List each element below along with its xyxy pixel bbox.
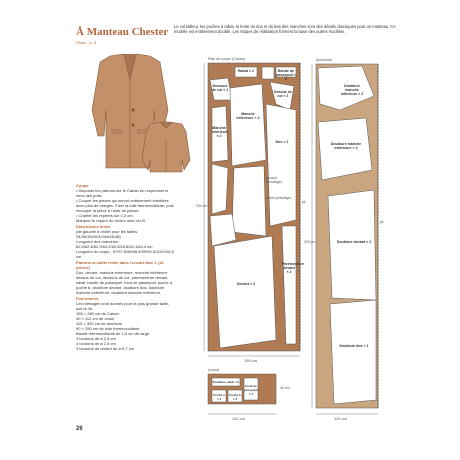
- label-dbl-manche-int: Doublure manche intérieure × 2: [340, 84, 364, 96]
- label-parementure: Parementure devant × 2: [282, 262, 304, 274]
- label-doublure-rabat: Doublure rabat × 2: [212, 380, 240, 384]
- caban-fold-label: pli: [302, 200, 306, 204]
- patrons-text: Dos, devant, manche extérieure, manche intérieure, dessus de col, dessous de col, parementure devant, rabat, bande de passepoil, fond de passepoil, poche a, poche b, doublure devant, doublure dos, doublure manche extérieure, doublure manche intérieure: [76, 270, 174, 295]
- caban-layout: [208, 63, 304, 351]
- coton-height-label: 40 cm: [280, 386, 290, 390]
- label-dbl-dos: Doublure dos × 1: [339, 344, 369, 348]
- dimensions-title: Dimensions finies: [76, 224, 111, 229]
- label-poche-b: Poche b × 2: [229, 393, 241, 401]
- fournitures-item: 3 boutons de ø 2,5 cm: [76, 336, 116, 341]
- piece-bande-passepoil-1: [262, 67, 274, 79]
- coton-width-label: 112 cm: [232, 416, 245, 421]
- fournitures-intro: Les métrages sont donnés pour la plus grande taille, soit la 48.: [76, 301, 169, 311]
- coat-back-illustration: [142, 122, 190, 172]
- caban-header: Plan de coupe (Caban): [208, 57, 245, 61]
- caban-height-label: 260 cm: [196, 204, 208, 208]
- fournitures-item: Bande thermocollante de 1,5 cm de large: [76, 331, 150, 336]
- label-entoilage-gauche: gauche (entoilage): [266, 176, 283, 184]
- patrons-title: Patrons en taille réelle dans l'encart face 1 (16 pièces): [76, 260, 164, 270]
- label-entoilage-droite: droite (entoilage): [266, 196, 292, 200]
- label-devant: Devant × 2: [236, 282, 256, 286]
- label-manche-exterieure: Manche extérieure × 2: [236, 112, 260, 120]
- fournitures-item: 90 × 250 cm de toile thermocollante: [76, 326, 140, 331]
- doublure-height-label: 320 cm: [304, 240, 316, 244]
- label-dos: Dos × 2: [275, 140, 289, 144]
- dimensions-corps: Longueur du corps : 97/97,5/98/98,5/99/99,5/100/100,5 cm: [76, 249, 174, 259]
- piece-dos: [266, 104, 296, 226]
- label-dbl-devant: Doublure devant × 2: [336, 240, 372, 244]
- label-dessous-col: Dessous de col × 1: [211, 84, 229, 92]
- label-dbl-manche-ext: Doublure manche extérieure × 2: [330, 142, 362, 150]
- page-title: Å Manteau Chester: [76, 26, 169, 38]
- piece-entoilage-gauche: [232, 166, 266, 236]
- page-subtitle: Plans - p. 8: [76, 40, 97, 45]
- piece-manche-interieure-2: [212, 164, 228, 214]
- doublure-width-label: 110 cm: [334, 416, 347, 421]
- dimensions-manches: Longueur des manches : 62,5/62,6/62,9/63,2/63,5/63,8/64,1/64,4 cm: [76, 239, 153, 249]
- label-manche-interieure: Manche intérieure × 2: [212, 126, 229, 138]
- coton-header: (coton): [208, 368, 220, 372]
- doublure-fold-label: pli: [380, 220, 384, 224]
- coupe-item: • Cranter les repères sur 0,3 cm.: [76, 213, 134, 218]
- label-dessus-col: Dessus de col × 1: [274, 90, 292, 98]
- coupe-item: • Disposer les patrons sur le Caban en respectant le sens des poils.: [76, 188, 169, 198]
- fournitures-item: 3 boutons de renfort de ø 0,7 cm: [76, 346, 135, 351]
- instructions-column: [76, 182, 176, 351]
- label-fond-passepoil: Fond de passepoil × 2: [244, 384, 258, 396]
- piece-dbl-devant: [328, 190, 376, 300]
- caban-width-label: 155 cm: [244, 358, 258, 363]
- intro-text: Le col tailleur, les poches à rabat, la fente du dos et du bas des manches sont des détails classiques pour un manteau. Ce modèle est entièrement doublé. Les étapes de réalisation forment la base des autres modèles.: [174, 24, 396, 34]
- coupe-item: Marquer le repère du revers avec du fil.: [76, 218, 146, 223]
- coupe-title: Coupe: [76, 183, 89, 188]
- piece-manche-exterieure: [230, 84, 266, 166]
- doublure-header: (doublure): [316, 58, 333, 62]
- fournitures-item: 155 × 260 cm de Caban: [76, 311, 119, 316]
- fournitures-item: 4 boutons de ø 1,5 cm: [76, 341, 116, 346]
- label-poche-a: Poche a × 2: [213, 393, 225, 401]
- piece-entoilage-droite: [210, 214, 236, 246]
- page-number: 26: [76, 426, 83, 432]
- doublure-layout: [316, 64, 378, 408]
- coupe-item: • Couper les pièces qui seront entièrement entoilées avec plus de marges. Fixer la toile thermocollante, puis recouper la pièce à l'aide du patron.: [76, 198, 174, 213]
- fournitures-item: 110 × 320 cm de doublure: [76, 321, 123, 326]
- dimensions-text: (de gauche à droite pour les tailles 34/36/38/40/42/44/46/48): [76, 229, 138, 239]
- piece-dbl-dos: [330, 300, 376, 404]
- label-rabat: Rabat × 2: [237, 69, 255, 73]
- piece-devant: [214, 236, 276, 348]
- label-bande-passepoil: Bande de passepoil × 2: [276, 69, 296, 81]
- fournitures-title: Fournitures: [76, 296, 99, 301]
- fournitures-item: 40 × 112 cm de coton: [76, 316, 115, 321]
